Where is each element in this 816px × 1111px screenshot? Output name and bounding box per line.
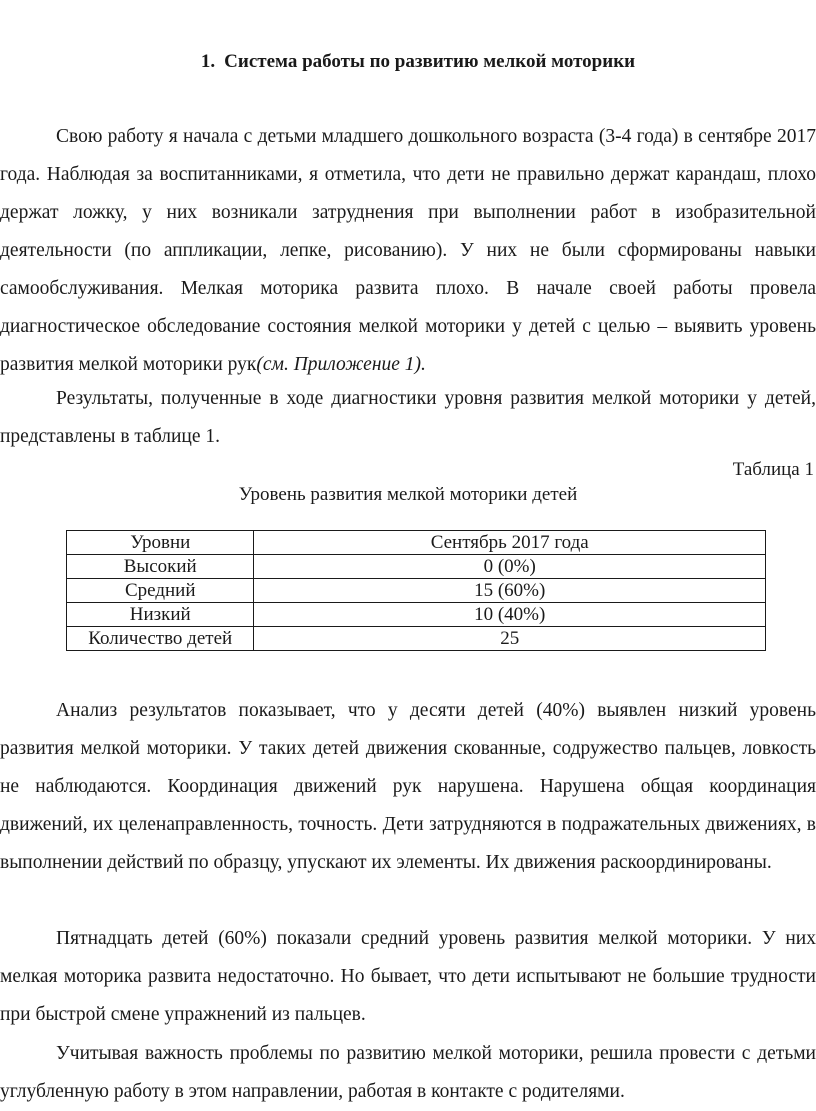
table-cell-value: 15 (60%) [254,579,766,603]
section-number: 1. [200,51,216,72]
section-title: Система работы по развитию мелкой моторики [224,51,636,72]
table-cell-value: 10 (40%) [254,603,766,627]
paragraph-analysis-low: Анализ результатов показывает, что у десяти детей (40%) выявлен низкий уровень развития мелкой моторики. У таких детей движения скованные, содружество пальцев, ловкость не наблюдаются. Координация движений рук нарушена. Нарушена общая координация движений, их целенаправленность, точность. Дети затрудняются в подражательных движениях, в выполнении действий по образцу, упускают их элементы. Их движения раскоординированы. [0,700,816,873]
paragraph-intro [0,118,816,384]
table-row [67,555,766,579]
table-caption: Уровень развития мелкой моторики детей [238,484,578,505]
paragraph-results: Результаты, полученные в ходе диагностики уровня развития мелкой моторики у детей, представлены в таблице 1. [0,388,816,447]
table-cell-level: Количество детей [67,627,254,651]
table-cell-level: Средний [67,579,254,603]
table-cell-value: 25 [254,627,766,651]
table-row [67,603,766,627]
table-header-september: Сентябрь 2017 года [254,531,766,555]
paragraph-analysis-medium: Пятнадцать детей (60%) показали средний уровень развития мелкой моторики. У них мелкая моторика развита недостаточно. Но бывает, что дети испытывают не большие трудности при быстрой смене упражнений из пальцев. [0,928,816,1025]
table-row [67,579,766,603]
paragraph-conclusion: Учитывая важность проблемы по развитию мелкой моторики, решила провести с детьми углубленную работу в этом направлении, работая в контакте с родителями. [0,1043,816,1102]
table-cell-level: Низкий [67,603,254,627]
table-cell-value: 0 (0%) [254,555,766,579]
table-header-row [67,531,766,555]
section-heading [0,50,816,74]
table-row [67,627,766,651]
appendix-reference: (см. Приложение 1). [256,354,426,375]
table-cell-level: Высокий [67,555,254,579]
results-table [66,530,766,651]
paragraph-intro-text: Свою работу я начала с детьми младшего дошкольного возраста (3-4 года) в сентябре 2017 года. Наблюдая за воспитанниками, я отметила, что дети не правильно держат карандаш, плохо держат ложку, у них возникали затруднения при выполнении работ в изобразительной деятельности (по аппликации, лепке, рисованию). У них не были сформированы навыки самообслуживания. Мелкая моторика развита плохо. В начале своей работы провела диагностическое обследование состояния мелкой моторики у детей с целью – выявить уровень развития мелкой моторики рук [0,126,816,375]
table-label: Таблица 1 [732,459,814,480]
table-header-levels: Уровни [67,531,254,555]
